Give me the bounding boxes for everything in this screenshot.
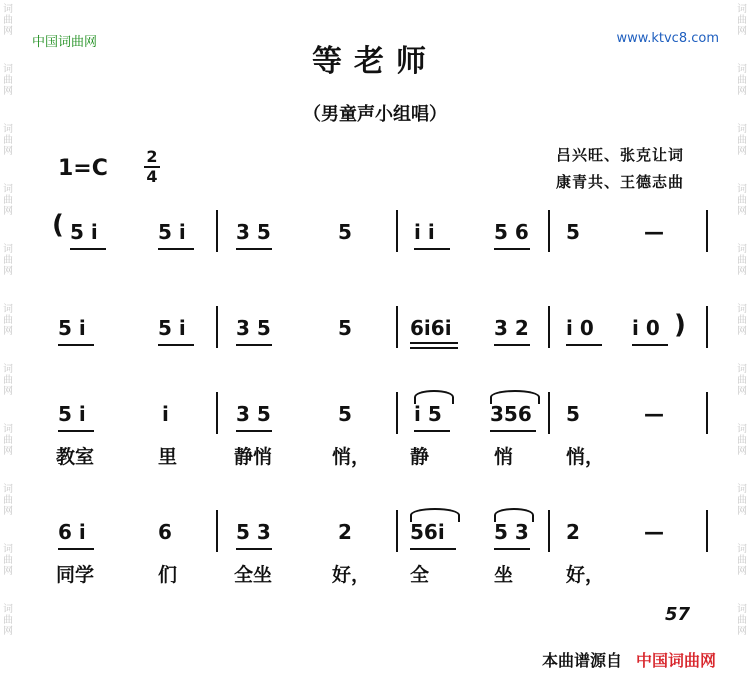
watermark-left-3: 词曲网 xyxy=(3,124,13,157)
source-label: 本曲谱源自 xyxy=(541,651,622,670)
note-group: 5 i xyxy=(58,316,86,340)
barline xyxy=(396,210,398,252)
barline xyxy=(396,392,398,434)
underline xyxy=(494,548,530,550)
site-name-left[interactable]: 中国词曲网 xyxy=(32,35,98,50)
watermark-left-2: 词曲网 xyxy=(3,64,13,97)
note-group: 5 i xyxy=(158,316,186,340)
note-group: 5 xyxy=(566,402,580,426)
note-group: 6i6i xyxy=(410,316,452,340)
lyric: 悄， xyxy=(566,446,605,468)
watermark-right-2: 词曲网 xyxy=(737,64,747,97)
meter-bottom: 4 xyxy=(146,167,158,186)
barline xyxy=(548,210,550,252)
barline xyxy=(216,392,218,434)
underline xyxy=(566,344,602,346)
lyric: 全 xyxy=(410,564,430,586)
lyric: 静悄 xyxy=(234,446,273,468)
note-group: 5 xyxy=(338,220,352,244)
underline xyxy=(158,248,194,250)
note-group: 5 3 xyxy=(236,520,271,544)
underline xyxy=(158,344,194,346)
note-group: i i xyxy=(414,220,435,244)
barline xyxy=(548,306,550,348)
underline xyxy=(494,248,530,250)
watermark-left-5: 词曲网 xyxy=(3,244,13,277)
note-group: 5 6 xyxy=(494,220,529,244)
underline xyxy=(414,248,450,250)
note-group: 5 i xyxy=(70,220,98,244)
barline xyxy=(706,306,708,348)
key-signature: 1=C xyxy=(58,156,108,181)
underline xyxy=(410,347,458,349)
source-credit xyxy=(542,648,716,671)
song-title: 等老师 xyxy=(312,44,438,79)
watermark-left-10: 词曲网 xyxy=(3,544,13,577)
note-group: 356 xyxy=(490,402,532,426)
watermark-right-10: 词曲网 xyxy=(737,544,747,577)
note-group: 5 i xyxy=(158,220,186,244)
time-signature xyxy=(144,148,160,186)
watermark-left-8: 词曲网 xyxy=(3,424,13,457)
lyric: 教室 xyxy=(56,446,95,468)
lyric: 里 xyxy=(158,446,178,468)
credits xyxy=(556,142,684,196)
staff-3 xyxy=(0,384,750,468)
note-group: 2 xyxy=(566,520,580,544)
lyric: 同学 xyxy=(56,564,95,586)
underline xyxy=(632,344,668,346)
barline xyxy=(548,392,550,434)
note-group: 5 xyxy=(338,316,352,340)
watermark-left-7: 词曲网 xyxy=(3,364,13,397)
lyric: 全坐 xyxy=(234,564,273,586)
lyric: 悄 xyxy=(494,446,514,468)
watermark-right-11: 词曲网 xyxy=(737,604,747,637)
underline xyxy=(236,344,272,346)
note-group: i 0 xyxy=(566,316,594,340)
staff-2 xyxy=(0,302,750,372)
underline xyxy=(236,548,272,550)
paren-open: ( xyxy=(52,210,64,240)
note-group: 5 3 xyxy=(494,520,529,544)
lyric: 们 xyxy=(158,564,178,586)
watermark-left-1: 词曲网 xyxy=(3,4,13,37)
lyric: 悄， xyxy=(332,446,371,468)
watermark-left-9: 词曲网 xyxy=(3,484,13,517)
barline xyxy=(548,510,550,552)
paren-close: ) xyxy=(674,310,686,340)
staff-4 xyxy=(0,500,750,586)
underline xyxy=(410,342,458,344)
note-group: 6 xyxy=(158,520,172,544)
note-group: 6 i xyxy=(58,520,86,544)
note-group: 3 2 xyxy=(494,316,529,340)
lyricist-credit: 吕兴旺、张克让词 xyxy=(556,146,685,164)
barline xyxy=(396,306,398,348)
barline xyxy=(216,306,218,348)
underline xyxy=(236,430,272,432)
watermark-right-8: 词曲网 xyxy=(737,424,747,457)
lyric: 静 xyxy=(410,446,430,468)
staff-1 xyxy=(0,206,750,276)
note-group: 5 i xyxy=(58,402,86,426)
barline xyxy=(396,510,398,552)
lyric: 坐 xyxy=(494,564,514,586)
composer-credit: 康青共、王德志曲 xyxy=(556,173,685,191)
watermark-right-6: 词曲网 xyxy=(737,304,747,337)
source-site-link[interactable]: 中国词曲网 xyxy=(635,651,716,670)
watermark-left-4: 词曲网 xyxy=(3,184,13,217)
note-group: — xyxy=(644,402,664,426)
note-group: 5 xyxy=(338,402,352,426)
meter-top: 2 xyxy=(146,147,158,166)
underline xyxy=(494,344,530,346)
note-group: 5 xyxy=(566,220,580,244)
watermark-right-4: 词曲网 xyxy=(737,184,747,217)
note-group: i 0 xyxy=(632,316,660,340)
watermark-right-9: 词曲网 xyxy=(737,484,747,517)
barline xyxy=(706,210,708,252)
note-group: — xyxy=(644,520,664,544)
watermark-right-3: 词曲网 xyxy=(737,124,747,157)
underline xyxy=(70,248,106,250)
note-group: — xyxy=(644,220,664,244)
underline xyxy=(58,344,94,346)
barline xyxy=(216,510,218,552)
underline xyxy=(58,430,94,432)
barline xyxy=(706,392,708,434)
barline xyxy=(216,210,218,252)
barline xyxy=(706,510,708,552)
page-number: 57 xyxy=(664,604,690,625)
lyric: 好， xyxy=(566,564,605,586)
watermark-right-5: 词曲网 xyxy=(737,244,747,277)
note-group: 2 xyxy=(338,520,352,544)
watermark-left-6: 词曲网 xyxy=(3,304,13,337)
note-group: i 5 xyxy=(414,402,442,426)
watermark-right-1: 词曲网 xyxy=(737,4,747,37)
song-subtitle: （男童声小组唱） xyxy=(303,104,447,125)
underline xyxy=(414,430,450,432)
note-group: i xyxy=(162,402,169,426)
underline xyxy=(58,548,94,550)
note-group: 3 5 xyxy=(236,316,271,340)
underline xyxy=(410,548,456,550)
lyric: 好， xyxy=(332,564,371,586)
site-url-right[interactable]: www.ktvc8.com xyxy=(616,31,719,46)
note-group: 3 5 xyxy=(236,220,271,244)
note-group: 56i xyxy=(410,520,445,544)
watermark-left-11: 词曲网 xyxy=(3,604,13,637)
watermark-right-7: 词曲网 xyxy=(737,364,747,397)
note-group: 3 5 xyxy=(236,402,271,426)
underline xyxy=(490,430,536,432)
underline xyxy=(236,248,272,250)
